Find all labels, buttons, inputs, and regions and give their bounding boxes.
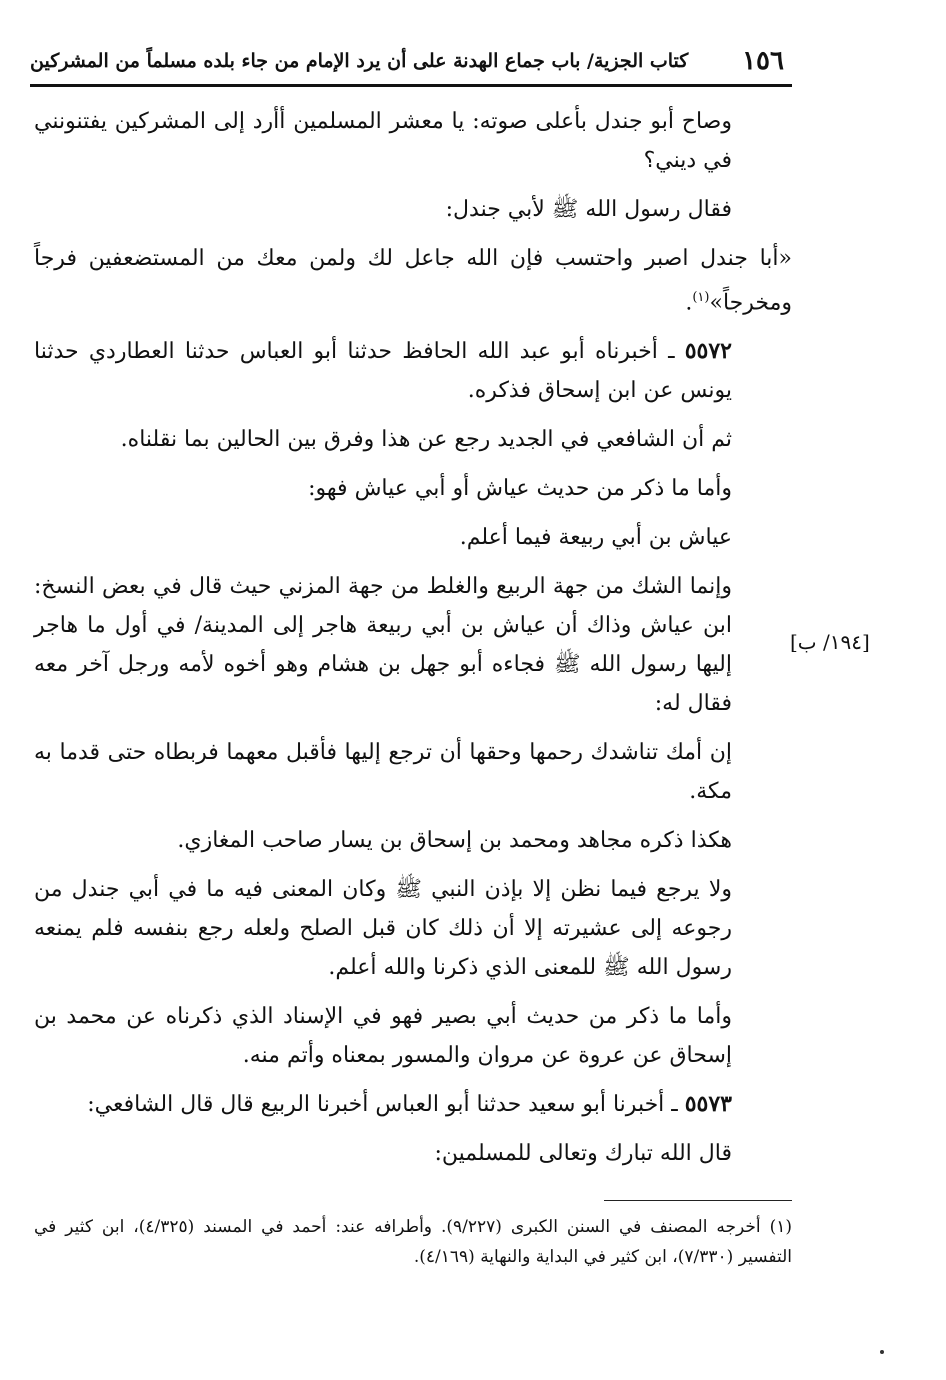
paragraph: وصاح أبو جندل بأعلى صوته: يا معشر المسلمين أأرد إلى المشركين يفتنونني في ديني؟ [34, 109, 732, 173]
paragraph: هكذا ذكره مجاهد ومحمد بن إسحاق بن يسار صاحب المغازي. [177, 828, 732, 854]
footnote: (١) أخرجه المصنف في السنن الكبرى (٩/٢٢٧). وأطرافه عند: أحمد في المسند (٤/٣٢٥)، ابن كثير في التفسير (٧/٣٣٠)، ابن كثير في البداية والنهاية (٤/١٦٩). [34, 1217, 792, 1267]
paragraph: «أبا جندل اصبر واحتسب فإن الله جاعل لك ولمن معك من المستضعفين فرجاً ومخرجاً»$^{(١)}$. [34, 246, 792, 316]
paragraph: إن أمك تناشدك رحمها وحقها أن ترجع إليها فأقبل معهما فربطاه حتى قدما به مكة. [34, 740, 732, 805]
hadith-number: ٥٥٧٣ [684, 1091, 732, 1118]
page-number: ١٥٦ [742, 46, 784, 76]
manuscript-folio-note: [١٩٤/ ب] [790, 630, 870, 654]
paragraph: قال الله تبارك وتعالى للمسلمين: [434, 1141, 732, 1167]
paragraph: عياش بن أبي ربيعة فيما أعلم. [459, 525, 732, 551]
paragraph: ثم أن الشافعي في الجديد رجع عن هذا وفرق بين الحالين بما نقلناه. [120, 427, 732, 453]
hadith-number: ٥٥٧٢ [684, 338, 732, 365]
hadith-paragraph: ٥٥٧٣ ـ أخبرنا أبو سعيد حدثنا أبو العباس أخبرنا الربيع قال قال الشافعي: [87, 1091, 732, 1118]
footnote-ref: (١) [692, 290, 710, 305]
paragraph: وإنما الشك من جهة الربيع والغلط من جهة المزني حيث قال في بعض النسخ: ابن عياش وذاك أن عياش بن أبي ربيعة هاجر إلى المدينة/ في أول ما هاجر إليها رسول الله ﷺ فجاءه أبو جهل بن هشام وهو أخوه لأمه ورجل آخر معه فقال له: [34, 574, 732, 717]
paragraph: ولا يرجع فيما نظن إلا بإذن النبي ﷺ وكان المعنى فيه ما في أبي جندل من رجوعه إلى عشيرته إلا أن ذلك كان قبل الصلح ولعله رجع بنفسه فلم يمنعه رسول الله ﷺ للمعنى الذي ذكرنا والله أعلم. [34, 877, 732, 981]
paragraph: وأما ما ذكر من حديث عياش أو أبي عياش فهو: [308, 476, 732, 502]
footnote-separator [604, 1200, 792, 1201]
running-header [30, 38, 792, 87]
page-mark [880, 1350, 884, 1354]
paragraph: فقال رسول الله ﷺ لأبي جندل: [445, 197, 732, 222]
main-text [34, 102, 792, 1183]
paragraph: وأما ما ذكر من حديث أبي بصير فهو في الإسناد الذي ذكرناه عن محمد بن إسحاق عن عروة عن مروان والمسور بمعناه وأتم منه. [34, 1004, 732, 1069]
header-title: كتاب الجزية/ باب جماع الهدنة على أن يرد الإمام من جاء بلده مسلماً من المشركين [30, 50, 689, 72]
hadith-paragraph: ٥٥٧٢ ـ أخبرناه أبو عبد الله الحافظ حدثنا أبو العباس حدثنا العطاردي حدثنا يونس عن ابن إسحاق فذكره. [34, 338, 732, 404]
